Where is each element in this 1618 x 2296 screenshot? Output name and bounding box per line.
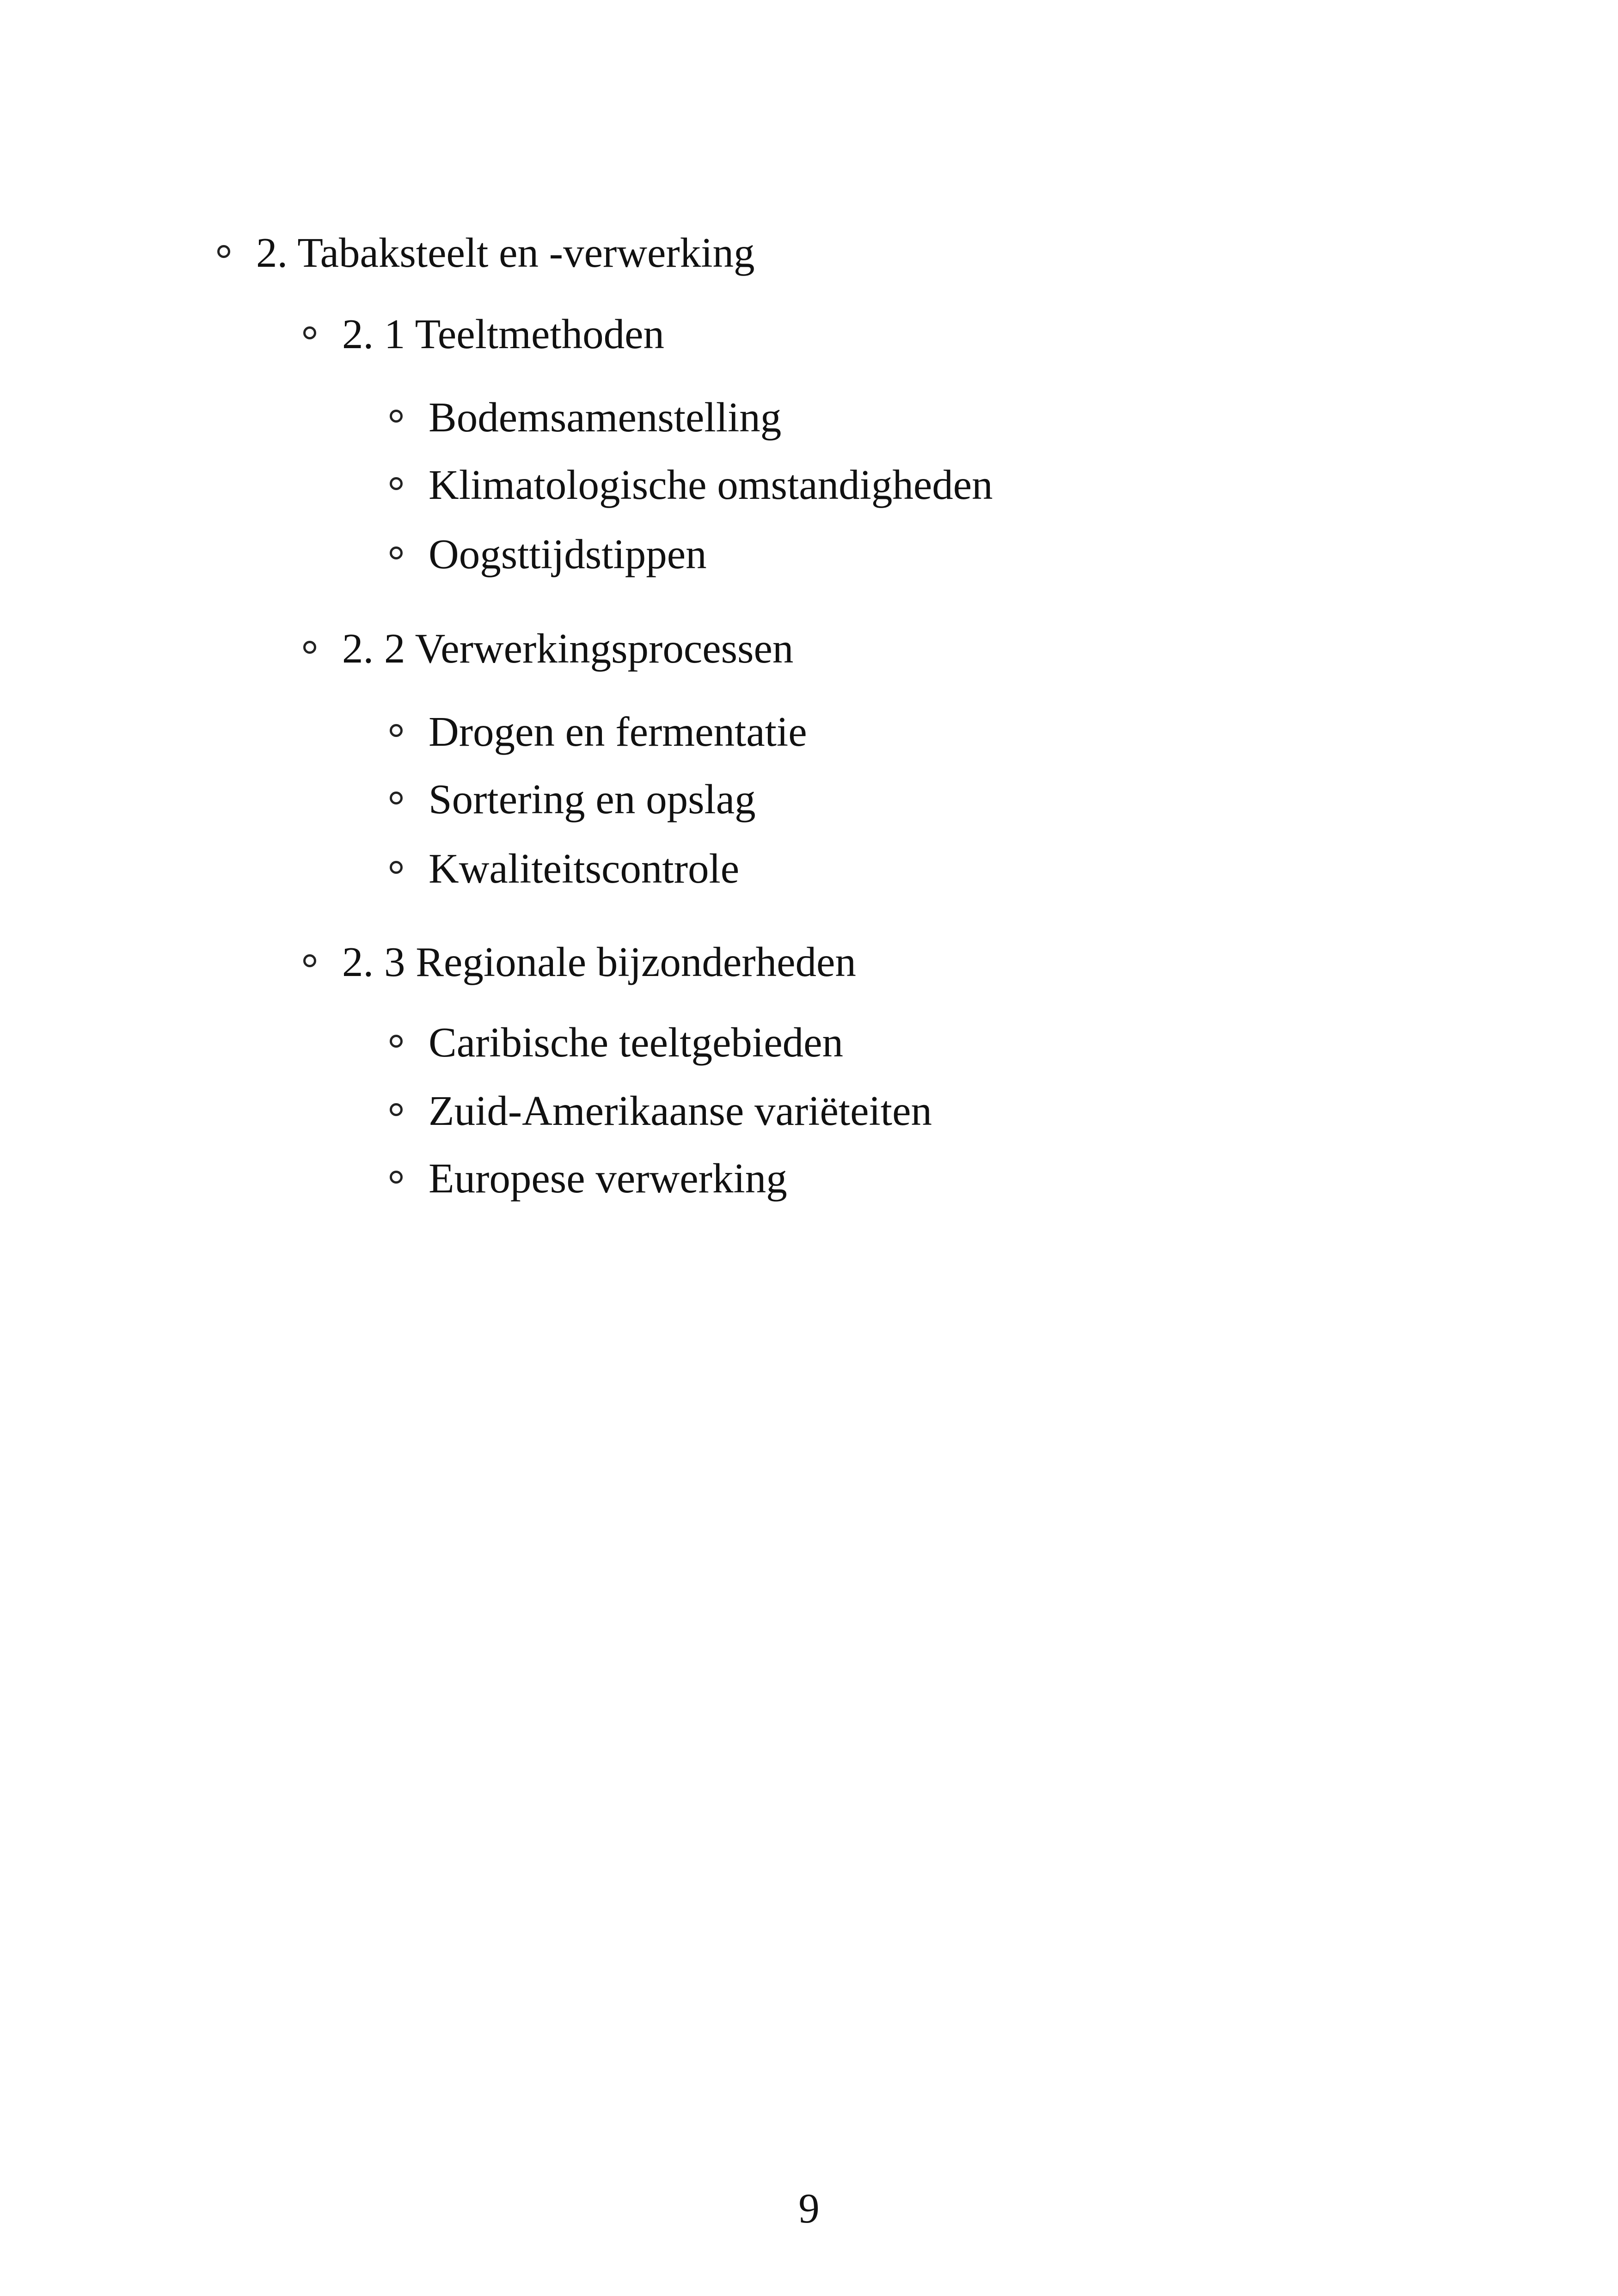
outline-leaf-text: Kwaliteitscontrole — [429, 845, 740, 892]
outline-section-title: 2. Tabaksteelt en -verwerking — [256, 229, 755, 276]
outline-leaf-text: Sortering en opslag — [429, 776, 756, 823]
outline-leaf-text: Zuid-Amerikaanse variëteiten — [429, 1087, 932, 1134]
hollow-circle-bullet-icon — [390, 792, 403, 804]
hollow-circle-bullet-icon — [390, 861, 403, 874]
hollow-circle-bullet-icon — [390, 477, 403, 490]
hollow-circle-bullet-icon — [303, 954, 316, 967]
outline-leaf-text: Oogsttijdstippen — [429, 531, 707, 577]
hollow-circle-bullet-icon — [303, 326, 316, 339]
hollow-circle-bullet-icon — [390, 546, 403, 559]
page-number: 9 — [798, 2185, 820, 2232]
outline-leaf-text: Klimatologische omstandigheden — [429, 461, 993, 508]
outline-subsection-title: 2. 3 Regionale bijzonderheden — [342, 939, 856, 985]
outline-leaf-text: Caribische teeltgebieden — [429, 1019, 843, 1066]
hollow-circle-bullet-icon — [390, 1035, 403, 1048]
outline-subsection-title: 2. 2 Verwerkingsprocessen — [342, 625, 794, 672]
hollow-circle-bullet-icon — [390, 1103, 403, 1116]
hollow-circle-bullet-icon — [390, 410, 403, 423]
hollow-circle-bullet-icon — [390, 1171, 403, 1184]
hollow-circle-bullet-icon — [217, 245, 230, 258]
hollow-circle-bullet-icon — [390, 724, 403, 737]
outline-leaf-text: Bodemsamenstelling — [429, 394, 782, 441]
hollow-circle-bullet-icon — [303, 641, 316, 654]
outline-leaf-text: Drogen en fermentatie — [429, 708, 807, 755]
outline-leaf-text: Europese verwerking — [429, 1155, 787, 1202]
outline-subsection-title: 2. 1 Teeltmethoden — [342, 311, 665, 357]
